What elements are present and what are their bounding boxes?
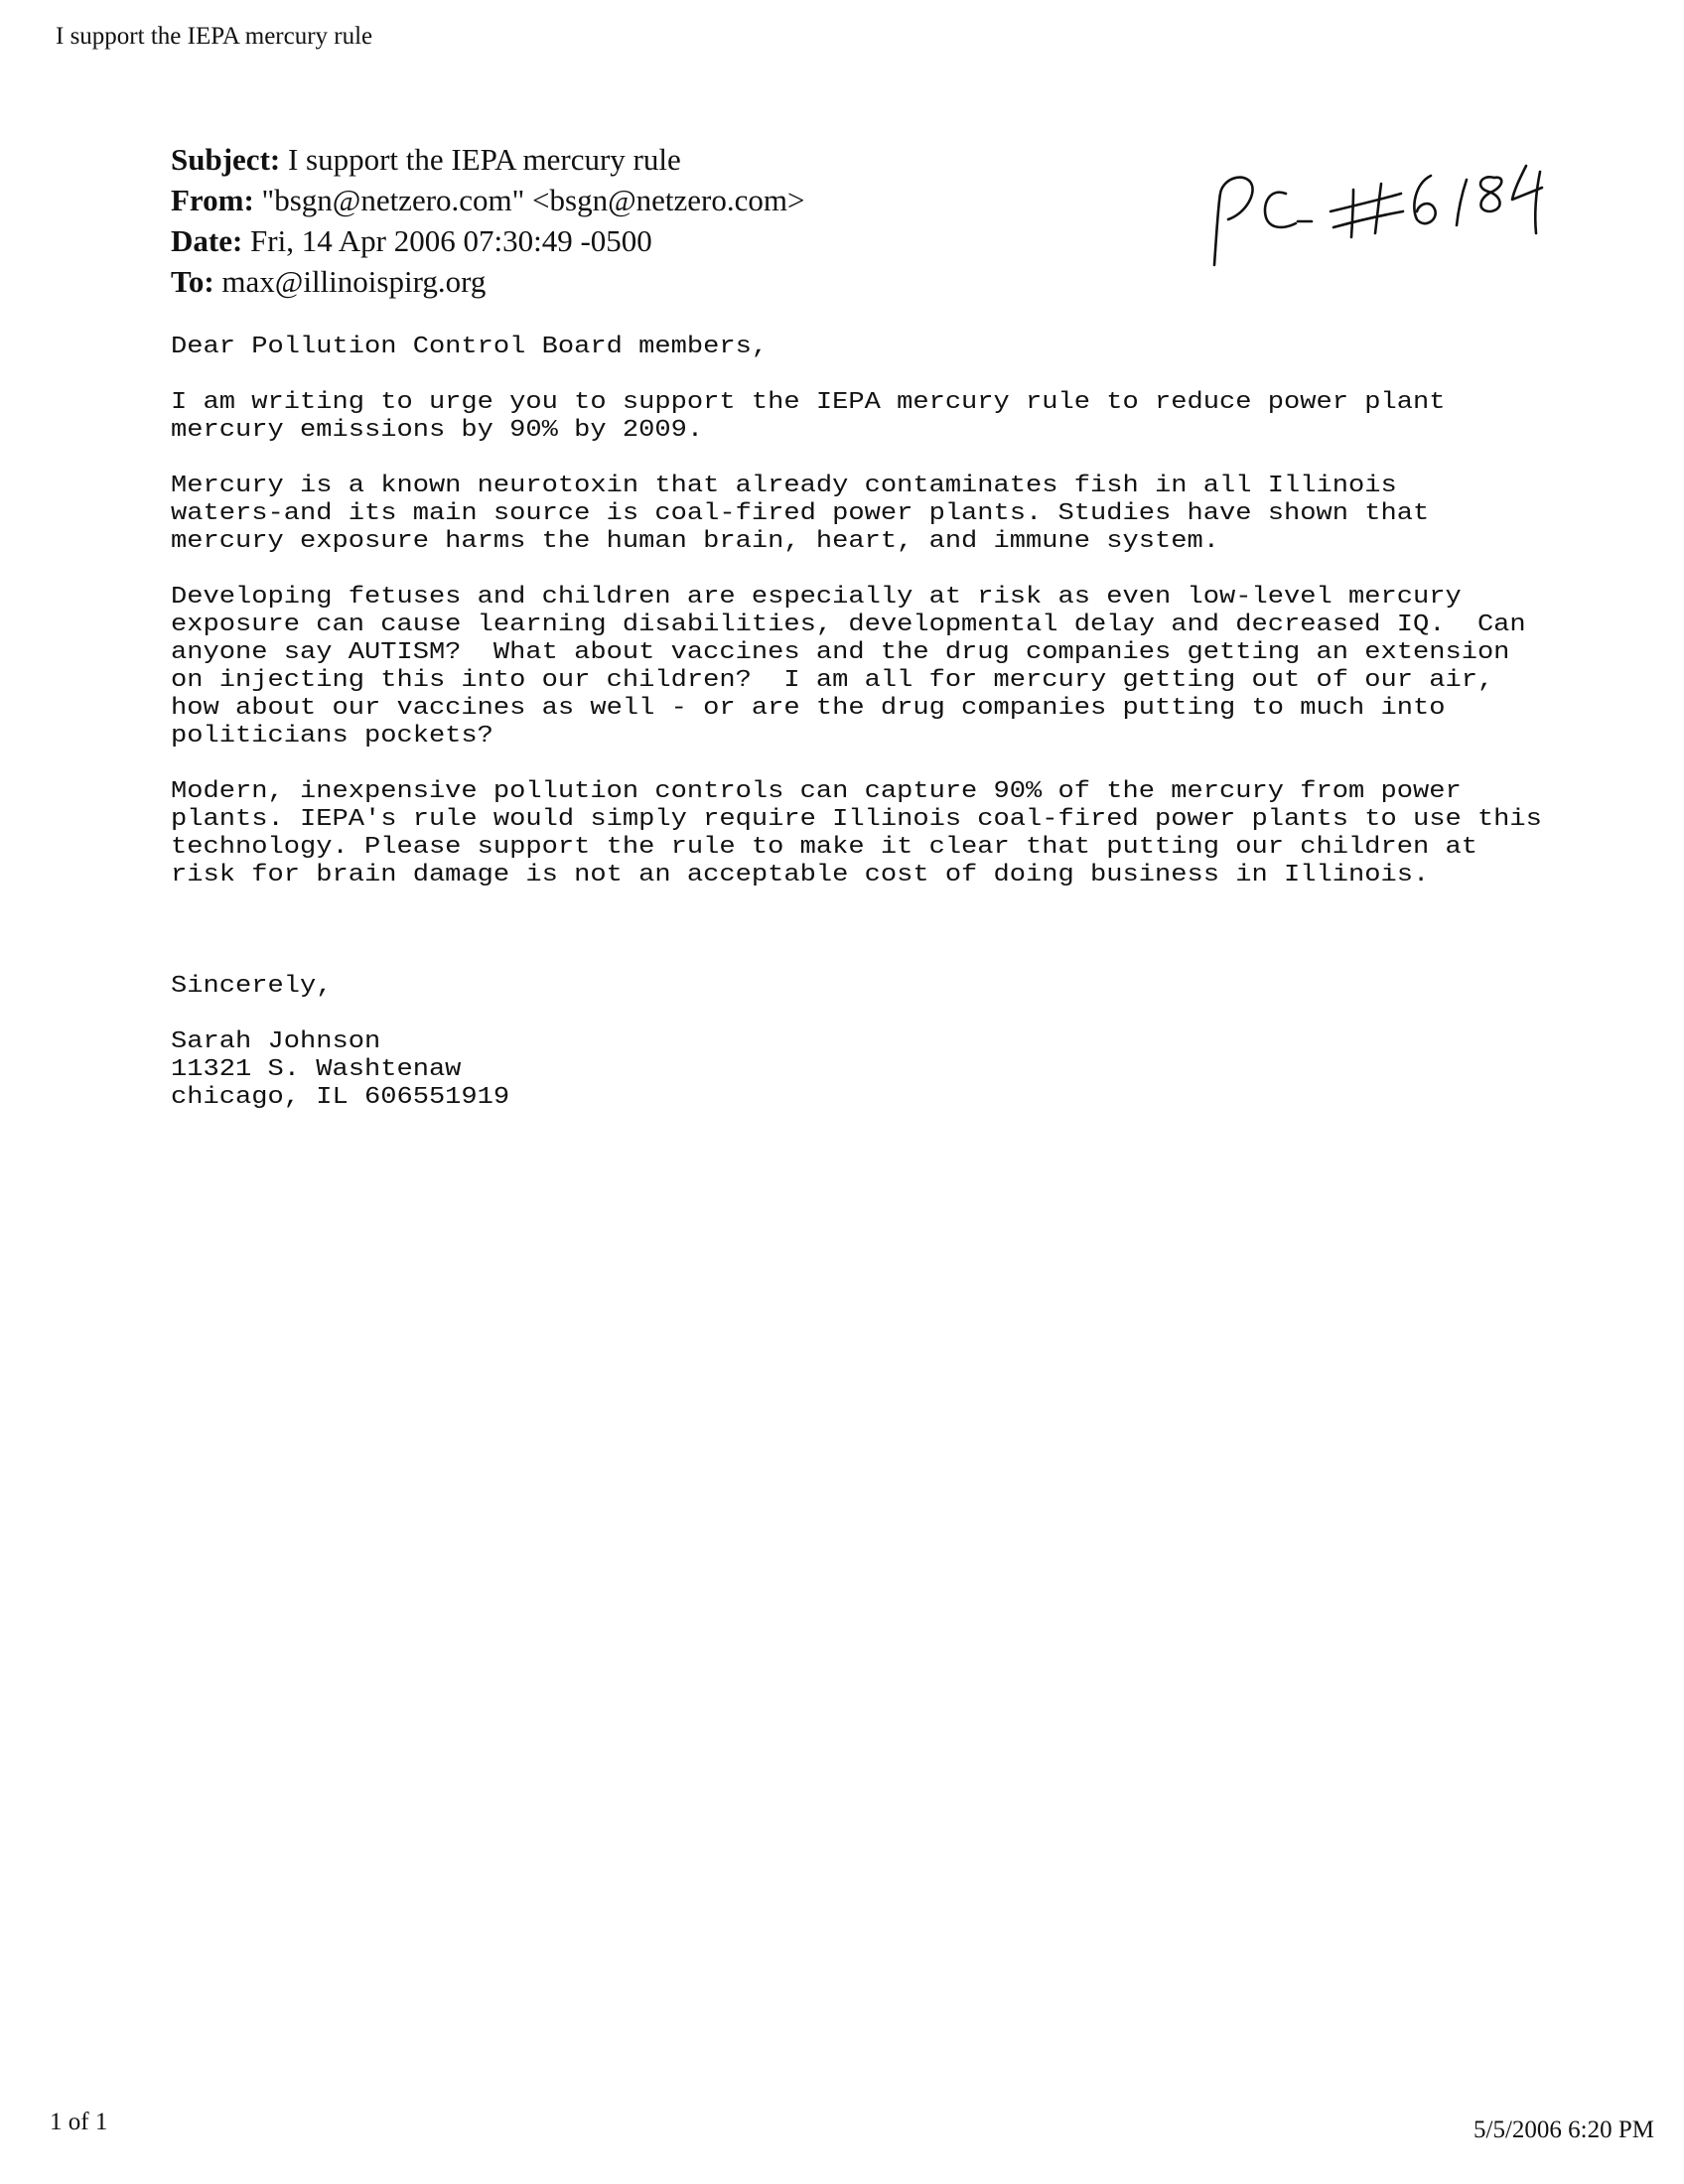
letter-greeting: Dear Pollution Control Board members, [171, 334, 769, 360]
letter-paragraph-3: Developing fetuses and children are especially at risk as even low-level mercury exposure can cause learning disabilities, developmental delay and decreased IQ. Can anyone say AUTISM? What about vaccines and the drug companies getting an extension on injecting this into our children? I am all for mercury getting out of our air, how about our vaccines as well - or are the drug companies putting to much into politicians pockets? [171, 584, 1526, 750]
letter-paragraph-2: Mercury is a known neurotoxin that already contaminates fish in all Illinois waters-and its main source is coal-fired power plants. Studies have shown that mercury exposure harms the human brain, heart, and immune system. [171, 473, 1430, 555]
date-row [171, 220, 804, 261]
from-label: From: [171, 183, 254, 217]
signature-street: 11321 S. Washtenaw [171, 1056, 462, 1083]
print-timestamp: 5/5/2006 6:20 PM [1474, 2116, 1654, 2143]
letter-closing: Sincerely, [171, 973, 333, 1000]
to-row [171, 261, 804, 302]
signature-block [171, 1028, 1684, 1112]
subject-label: Subject: [171, 142, 281, 177]
date-value: Fri, 14 Apr 2006 07:30:49 -0500 [250, 223, 652, 258]
page-header-title: I support the IEPA mercury rule [56, 23, 373, 50]
to-label: To: [171, 264, 214, 299]
email-headers [171, 139, 804, 302]
subject-row [171, 139, 804, 180]
subject-value: I support the IEPA mercury rule [287, 142, 681, 177]
page-count: 1 of 1 [50, 2109, 108, 2135]
signature-name: Sarah Johnson [171, 1028, 381, 1055]
letter-paragraph-1: I am writing to urge you to support the IEPA mercury rule to reduce power plant mercury emissions by 90% by 2009. [171, 389, 1446, 444]
letter-paragraph-4: Modern, inexpensive pollution controls can capture 90% of the mercury from power plants. IEPA's rule would simply require Illinois coal-fired power plants to use this technology. Please support the rule to make it clear that putting our children at risk for brain damage is not an acceptable cost of doing business in Illinois. [171, 778, 1542, 888]
to-value: max@illinoispirg.org [221, 264, 487, 299]
signature-city: chicago, IL 606551919 [171, 1084, 510, 1111]
handwritten-stamp [1206, 142, 1544, 271]
date-label: Date: [171, 223, 243, 258]
from-row [171, 180, 804, 220]
letter-body [171, 334, 1684, 1112]
from-value: "bsgn@netzero.com" <bsgn@netzero.com> [261, 183, 805, 217]
handwritten-stamp-drawing [1206, 142, 1544, 271]
